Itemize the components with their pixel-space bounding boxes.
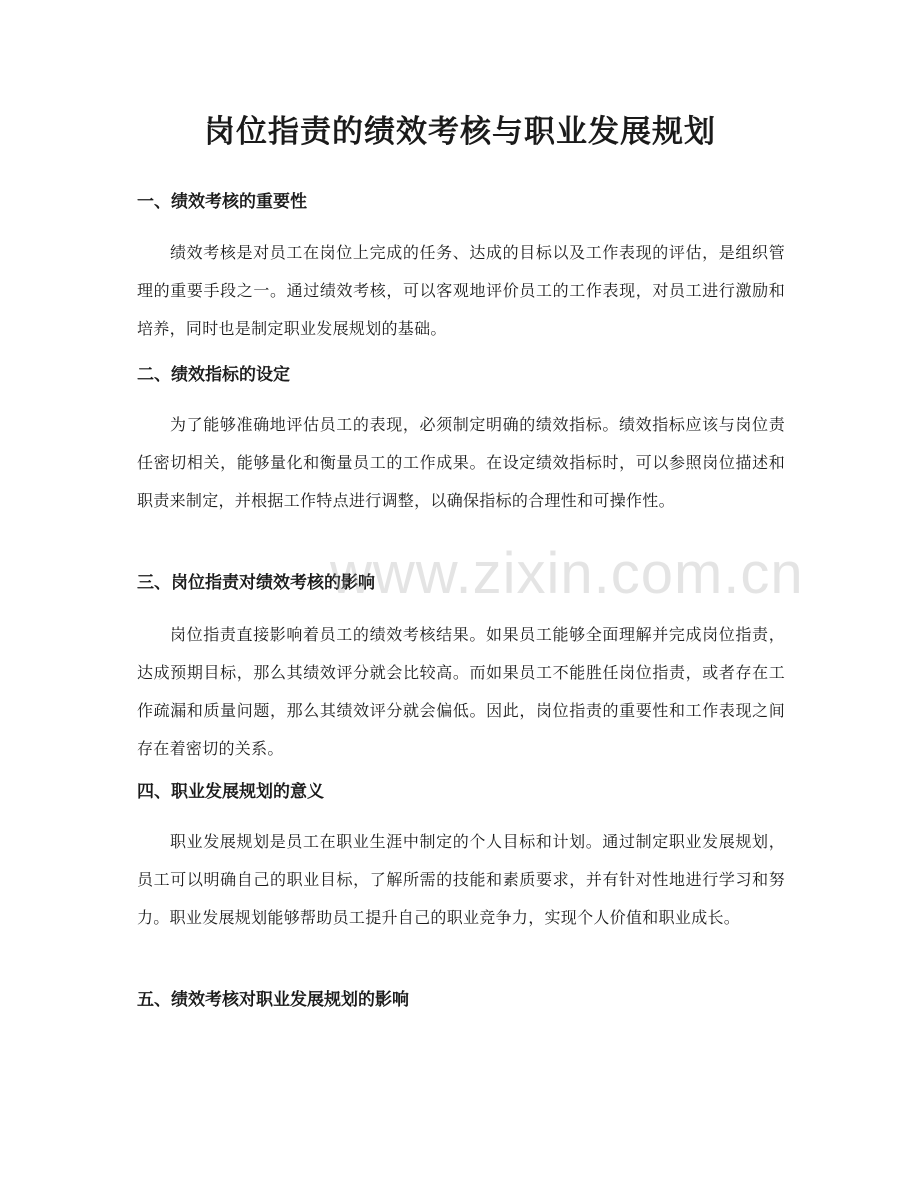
document-title: 岗位指责的绩效考核与职业发展规划 <box>204 114 716 150</box>
section-heading-5: 五、绩效考核对职业发展规划的影响 <box>137 990 409 1010</box>
section-paragraph-1: 绩效考核是对员工在岗位上完成的任务、达成的目标以及工作表现的评估，是组织管理的重要手段之一。通过绩效考核，可以客观地评价员工的工作表现，对员工进行激励和培养，同时也是制定职业发展规划的基础。 <box>137 243 785 338</box>
section-paragraph-3: 岗位指责直接影响着员工的绩效考核结果。如果员工能够全面理解并完成岗位指责，达成预期目标，那么其绩效评分就会比较高。而如果员工不能胜任岗位指责，或者存在工作疏漏和质量问题，那么其绩效评分就会偏低。因此，岗位指责的重要性和工作表现之间存在着密切的关系。 <box>137 625 785 758</box>
section-heading-1: 一、绩效考核的重要性 <box>137 192 307 212</box>
section-paragraph-4: 职业发展规划是员工在职业生涯中制定的个人目标和计划。通过制定职业发展规划，员工可以明确自己的职业目标，了解所需的技能和素质要求，并有针对性地进行学习和努力。职业发展规划能够帮助员工提升自己的职业竞争力，实现个人价值和职业成长。 <box>137 832 785 927</box>
section-heading-2: 二、绩效指标的设定 <box>137 365 290 385</box>
watermark-text: www.zixin.com.cn <box>330 541 804 606</box>
section-heading-4: 四、职业发展规划的意义 <box>137 782 324 802</box>
section-paragraph-2: 为了能够准确地评估员工的表现，必须制定明确的绩效指标。绩效指标应该与岗位责任密切相关，能够量化和衡量员工的工作成果。在设定绩效指标时，可以参照岗位描述和职责来制定，并根据工作特点进行调整，以确保指标的合理性和可操作性。 <box>137 415 785 510</box>
section-heading-3: 三、岗位指责对绩效考核的影响 <box>137 573 375 593</box>
